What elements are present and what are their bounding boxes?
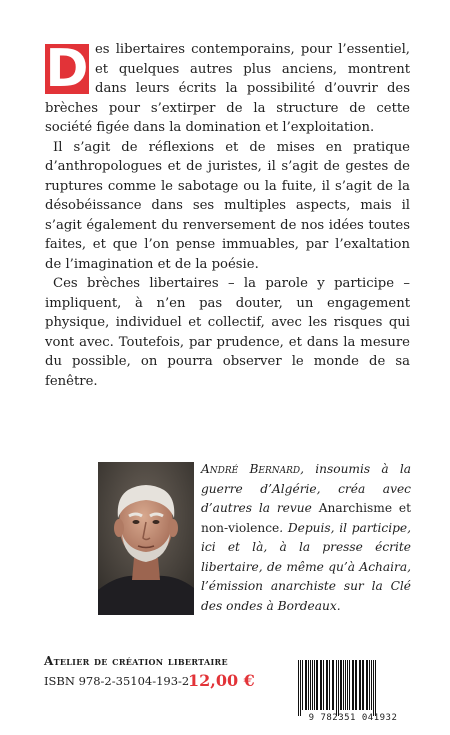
barcode-bar [338,660,339,716]
barcode-bar [355,660,357,710]
barcode-bar [371,660,372,710]
author-portrait-image [98,462,194,615]
barcode-digits: 9 782351 041932 [308,713,398,723]
barcode-bar [316,660,318,710]
barcode-bar [359,660,361,710]
barcode-bar [332,660,334,710]
review-name: Anarchisme et non-violence [201,501,411,535]
barcode-bar [373,660,374,716]
author-photo [98,462,194,615]
barcode-bar [308,660,309,710]
paragraph-3: Ces brèches libertaires – la parole y participe – impliquent, à n’en pas douter, un engagement physique, individuel et collectif, avec les risques qui vont avec. Toutefois, par prudence, et dans la mesure du possible, on pourra observer le monde de sa fenêtre. [45,276,410,389]
barcode-bar [349,660,350,710]
barcode-bar [347,660,348,710]
barcode-bar [336,660,337,716]
paragraph-1 [45,40,410,138]
barcode-bar [312,660,313,710]
author-bio-part2: . Depuis, il participe, ici et là, à la presse écrite libertaire, de même qu’à Achaira, l’émission anarchiste sur la Clé des ondes à Bordeaux. [201,520,411,613]
barcode-bar [305,660,307,710]
barcode-bar [323,660,324,710]
author-bio [201,460,411,616]
barcode-bar [375,660,376,716]
price: 12,00 € [188,671,255,690]
barcode-bar [298,660,299,716]
main-text [45,40,410,391]
drop-cap: D [45,39,89,99]
barcode-bar [352,660,354,710]
isbn: ISBN 978-2-35104-193-2 [44,674,190,688]
barcode-bar [345,660,346,710]
paragraph-2: Il s’agit de réflexions et de mises en pratique d’anthropologues et de juristes, il s’agit de gestes de ruptures comme le sabotage ou la fuite, il s’agit de la désobéissance dans ses multiples aspects, mais il s’agit également du renversement de nos idées toutes faites, et que l’on pense immuables, par l’exaltation de l’imagination et de la poésie. [45,139,410,272]
barcode-bar [362,660,364,710]
barcode-bar [300,660,301,716]
barcode-bar [302,660,303,710]
paragraph-1-text: es libertaires contemporains, pour l’essentiel, et quelques autres plus anciens, montrent dans leurs écrits la possibilité d’ouvrir des brèches pour s’extirper de la structure de cette société figée dans la domination et l’exploitation. [45,42,410,135]
barcode-bar [340,660,342,710]
barcode-bar [326,660,328,710]
barcode-bar [369,660,370,710]
publisher-name: Atelier de création libertaire [44,654,228,668]
author-name: André Bernard [201,462,301,476]
barcode-bar [320,660,322,710]
barcode-bar [314,660,315,710]
barcode-image [292,660,414,716]
barcode-bar [329,660,330,710]
barcode-bar [343,660,344,710]
barcode-bar [310,660,311,710]
barcode-bar [366,660,368,710]
author-bio-part1: , insoumis à la guerre d’Algérie, créa avec d’autres la revue [201,462,411,515]
